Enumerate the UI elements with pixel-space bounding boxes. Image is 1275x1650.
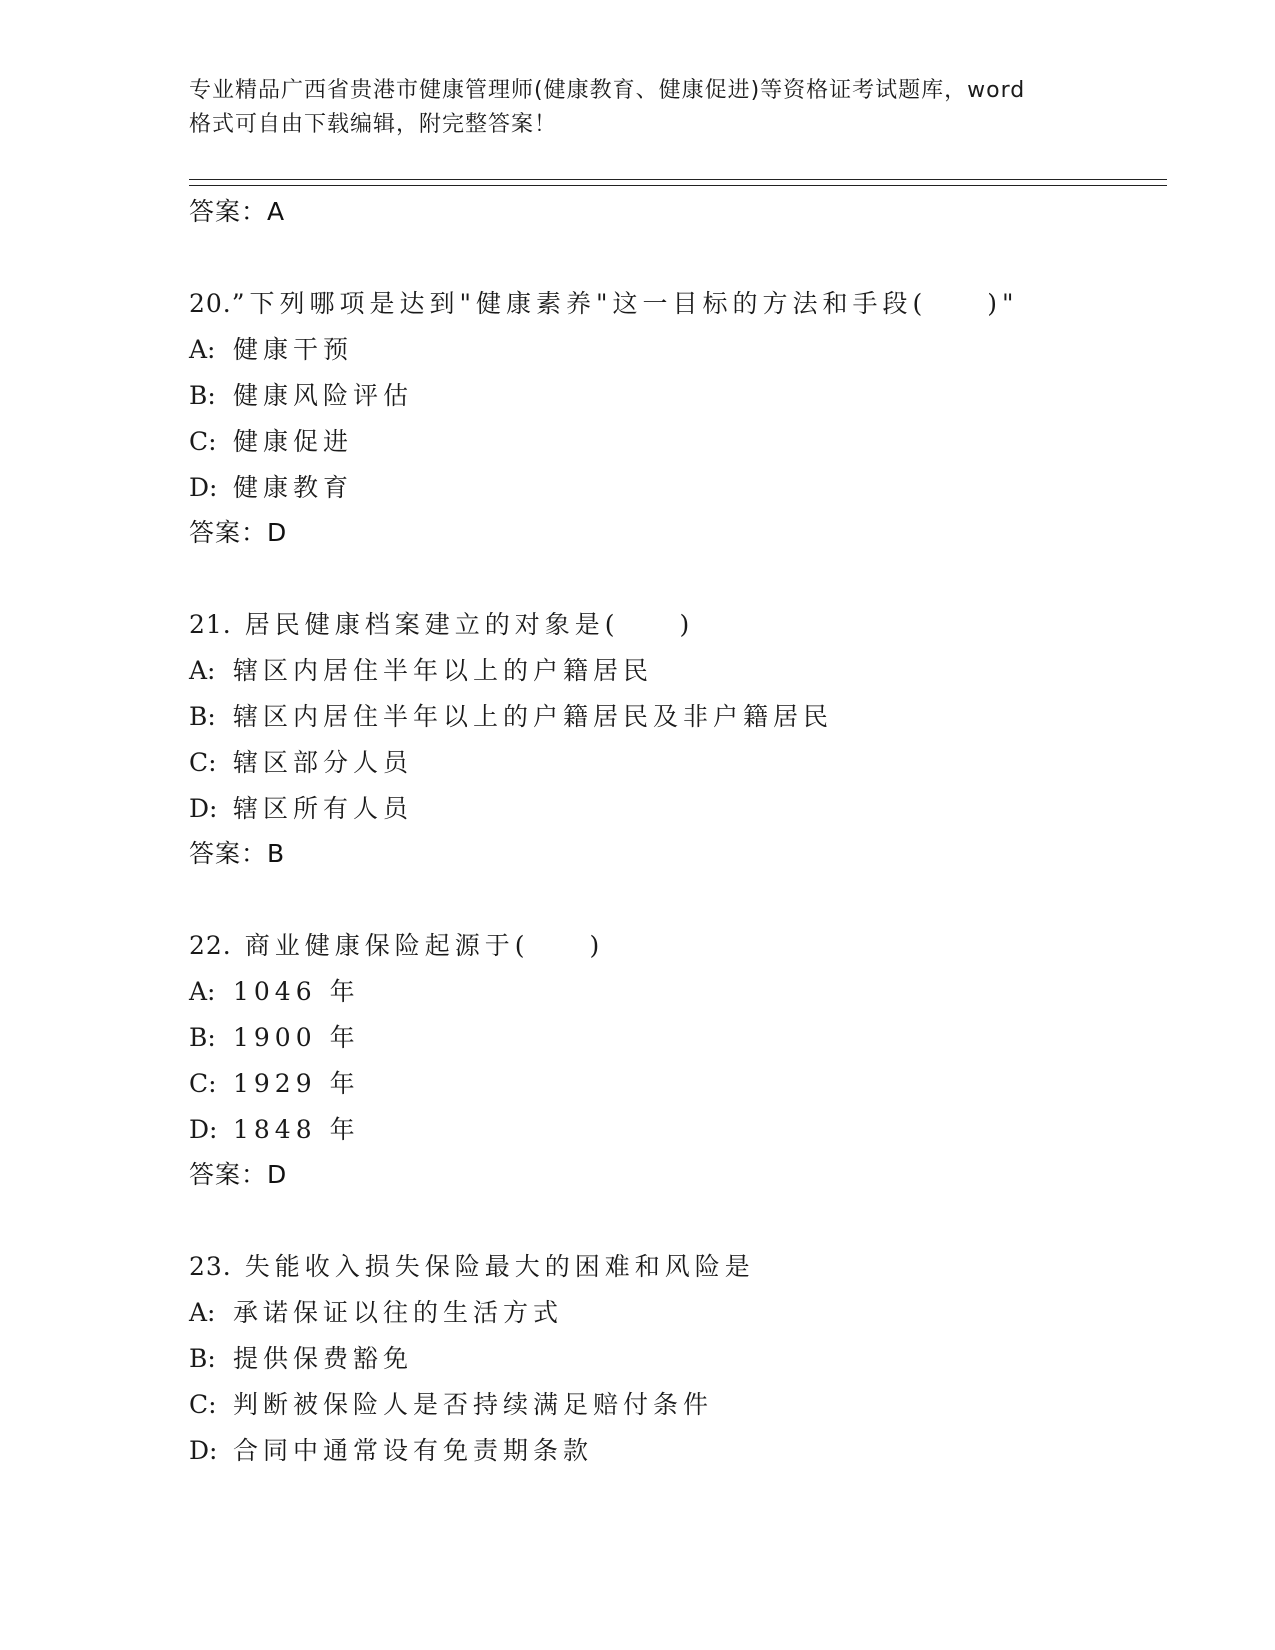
option-key: C: bbox=[189, 1069, 217, 1098]
option-text: 1900 年 bbox=[233, 1023, 360, 1052]
option-c bbox=[189, 1061, 1169, 1107]
question-list bbox=[189, 190, 1169, 1474]
question-22 bbox=[189, 923, 1169, 1199]
option-a bbox=[189, 1290, 1169, 1336]
question-title bbox=[189, 1244, 1169, 1290]
question-text: ”下列哪项是达到"健康素养"这一目标的方法和手段( )" bbox=[231, 289, 1019, 318]
option-text: 健康促进 bbox=[233, 427, 354, 456]
header-divider-bottom bbox=[189, 185, 1167, 186]
option-a bbox=[189, 648, 1169, 694]
option-d bbox=[189, 465, 1169, 511]
option-d bbox=[189, 1107, 1169, 1153]
question-text: 居民健康档案建立的对象是( ) bbox=[231, 610, 695, 639]
option-key: B: bbox=[189, 1344, 216, 1373]
question-text: 失能收入损失保险最大的困难和风险是 bbox=[231, 1252, 755, 1281]
option-a bbox=[189, 969, 1169, 1015]
option-key: A: bbox=[189, 977, 216, 1006]
option-text: 判断被保险人是否持续满足赔付条件 bbox=[233, 1390, 714, 1419]
option-d bbox=[189, 1428, 1169, 1474]
option-c bbox=[189, 419, 1169, 465]
option-key: C: bbox=[189, 1390, 217, 1419]
option-b bbox=[189, 1336, 1169, 1382]
option-c bbox=[189, 740, 1169, 786]
option-text: 辖区内居住半年以上的户籍居民及非户籍居民 bbox=[233, 702, 834, 731]
option-key: C: bbox=[189, 427, 217, 456]
header-line-1: 专业精品广西省贵港市健康管理师(健康教育、健康促进)等资格证考试题库，word bbox=[189, 78, 1026, 103]
option-b bbox=[189, 694, 1169, 740]
option-a bbox=[189, 327, 1169, 373]
option-text: 辖区内居住半年以上的户籍居民 bbox=[233, 656, 654, 685]
option-text: 提供保费豁免 bbox=[233, 1344, 414, 1373]
option-key: A: bbox=[189, 335, 216, 364]
option-text: 健康教育 bbox=[233, 473, 354, 502]
question-title bbox=[189, 602, 1169, 648]
option-key: A: bbox=[189, 656, 216, 685]
question-number: 21. bbox=[189, 610, 232, 639]
option-text: 承诺保证以往的生活方式 bbox=[233, 1298, 564, 1327]
option-text: 辖区部分人员 bbox=[233, 748, 414, 777]
answer-line: 答案：B bbox=[189, 839, 286, 868]
answer-line: 答案：D bbox=[189, 518, 288, 547]
option-text: 1929 年 bbox=[233, 1069, 360, 1098]
option-c bbox=[189, 1382, 1169, 1428]
header-line-2: 格式可自由下载编辑，附完整答案！ bbox=[189, 112, 558, 137]
option-text: 健康风险评估 bbox=[233, 381, 414, 410]
option-text: 辖区所有人员 bbox=[233, 794, 414, 823]
option-key: D: bbox=[189, 473, 218, 502]
option-key: B: bbox=[189, 381, 216, 410]
document-header bbox=[189, 74, 1089, 142]
option-text: 合同中通常设有免责期条款 bbox=[233, 1436, 594, 1465]
question-number: 20. bbox=[189, 289, 232, 318]
option-text: 1848 年 bbox=[233, 1115, 360, 1144]
option-text: 1046 年 bbox=[233, 977, 360, 1006]
question-23 bbox=[189, 1244, 1169, 1474]
option-text: 健康干预 bbox=[233, 335, 354, 364]
question-text: 商业健康保险起源于( ) bbox=[231, 931, 605, 960]
option-b bbox=[189, 373, 1169, 419]
question-title bbox=[189, 281, 1169, 327]
previous-answer: 答案：A bbox=[189, 197, 286, 226]
option-key: B: bbox=[189, 702, 216, 731]
question-title bbox=[189, 923, 1169, 969]
answer-line: 答案：D bbox=[189, 1160, 288, 1189]
option-key: D: bbox=[189, 794, 218, 823]
question-number: 22. bbox=[189, 931, 232, 960]
option-b bbox=[189, 1015, 1169, 1061]
option-key: B: bbox=[189, 1023, 216, 1052]
question-number: 23. bbox=[189, 1252, 232, 1281]
option-key: A: bbox=[189, 1298, 216, 1327]
option-key: D: bbox=[189, 1436, 218, 1465]
question-21 bbox=[189, 602, 1169, 878]
question-20 bbox=[189, 281, 1169, 557]
option-key: D: bbox=[189, 1115, 218, 1144]
header-divider-top bbox=[189, 179, 1167, 180]
option-d bbox=[189, 786, 1169, 832]
option-key: C: bbox=[189, 748, 217, 777]
